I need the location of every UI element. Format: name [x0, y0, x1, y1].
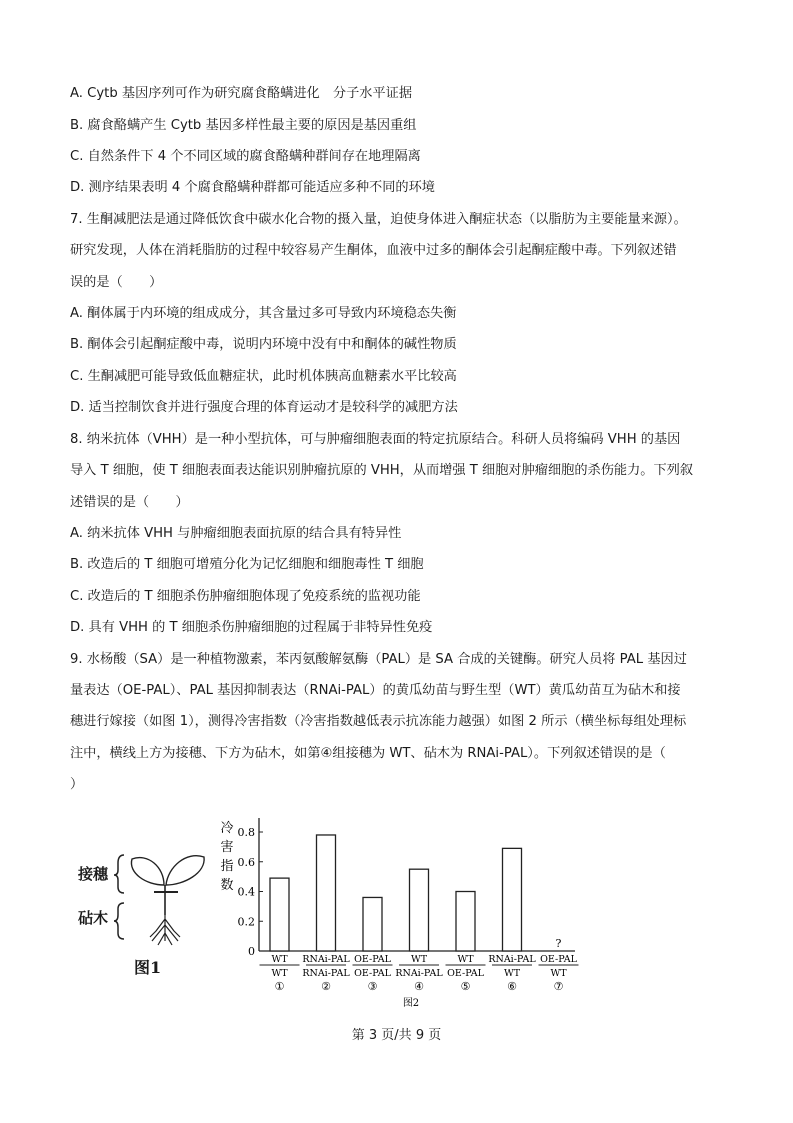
text-line: 7. 生酮减肥法是通过降低饮食中碳水化合物的摄入量，迫使身体进入酮症状态（以脂肪为主要能量来源）。: [70, 212, 687, 227]
text-line: B. 酮体会引起酮症酸中毒，说明内环境中没有中和酮体的碱性物质: [70, 337, 457, 352]
bar: [456, 892, 475, 952]
y-axis-label-char: 冷: [220, 821, 234, 836]
y-tick-label: 0.8: [237, 826, 255, 839]
text-line: B. 改造后的 T 细胞可增殖分化为记忆细胞和细胞毒性 T 细胞: [70, 557, 424, 572]
x-label-rootstock: RNAi-PAL: [395, 968, 443, 979]
y-axis-label-char: 数: [220, 878, 234, 893]
text-line: 导入 T 细胞，使 T 细胞表面表达能识别肿瘤抗原的 VHH，从而增强 T 细胞对肿瘤细胞的杀伤能力。下列叙: [70, 463, 694, 478]
x-label-group-number: ⑥: [507, 980, 517, 993]
y-tick-label: 0: [248, 945, 255, 958]
figure-2-bar-chart: [215, 812, 595, 1012]
x-label-scion: WT: [457, 954, 474, 965]
y-axis-label-char: 指: [220, 859, 234, 874]
text-line: C. 自然条件下 4 个不同区域的腐食酪螨种群间存在地理隔离: [70, 149, 421, 164]
text-line: 穗进行嫁接（如图 1），测得冷害指数（冷害指数越低表示抗冻能力越强）如图 2 所示（横坐标每组处理标: [70, 714, 687, 729]
x-label-rootstock: WT: [271, 968, 288, 979]
scion-label: 接穗: [78, 865, 109, 883]
y-axis-label-char: 害: [220, 840, 234, 855]
x-label-rootstock: WT: [503, 968, 521, 979]
x-label-scion: OE-PAL: [354, 954, 391, 965]
page-footer: 第 3 页/共 9 页: [351, 1028, 442, 1043]
text-line: 注中，横线上方为接穗、下方为砧木，如第④组接穗为 WT、砧木为 RNAi-PAL）。下列叙述错误的是（: [70, 746, 666, 761]
text-line: C. 生酮减肥可能导致低血糖症状，此时机体胰高血糖素水平比较高: [70, 369, 457, 384]
x-label-group-number: ①: [274, 980, 285, 993]
text-line: A. 酮体属于内环境的组成成分，其含量过多可导致内环境稳态失衡: [70, 306, 457, 321]
x-label-rootstock: OE-PAL: [447, 968, 484, 979]
bar: [503, 848, 522, 951]
bar: [270, 878, 289, 951]
text-line: D. 具有 VHH 的 T 细胞杀伤肿瘤细胞的过程属于非特异性免疫: [70, 620, 433, 635]
y-tick-label: 0.2: [237, 915, 255, 929]
text-line: D. 测序结果表明 4 个腐食酪螨种群都可能适应多种不同的环境: [70, 180, 435, 195]
x-label-scion: RNAi-PAL: [488, 954, 536, 965]
y-tick-label: 0.6: [237, 855, 255, 869]
x-label-scion: RNAi-PAL: [302, 954, 350, 965]
figure-1-grafting: [76, 845, 216, 985]
x-label-group-number: ②: [321, 980, 331, 993]
bar: [363, 897, 382, 951]
text-line: 8. 纳米抗体（VHH）是一种小型抗体，可与肿瘤细胞表面的特定抗原结合。科研人员将编码 VHH 的基因: [70, 432, 681, 447]
x-label-group-number: ⑦: [553, 980, 564, 993]
y-tick-label: 0.4: [237, 885, 255, 899]
text-line: A. 纳米抗体 VHH 与肿瘤细胞表面抗原的结合具有特异性: [70, 526, 402, 541]
text-line: D. 适当控制饮食并进行强度合理的体育运动才是较科学的减肥方法: [70, 400, 458, 415]
rootstock-label: 砧木: [78, 909, 109, 927]
text-line: 述错误的是（ ）: [70, 495, 189, 510]
text-line: 研究发现，人体在消耗脂肪的过程中较容易产生酮体，血液中过多的酮体会引起酮症酸中毒。下列叙述错: [70, 243, 677, 258]
text-line: ）: [70, 777, 84, 792]
figure-2-caption: 图2: [402, 998, 420, 1009]
text-line: 9. 水杨酸（SA）是一种植物激素，苯丙氨酸解氨酶（PAL）是 SA 合成的关键酶。研究人员将 PAL 基因过: [70, 652, 687, 667]
x-label-rootstock: OE-PAL: [354, 968, 391, 979]
text-line: 误的是（ ）: [70, 275, 163, 290]
x-label-scion: WT: [271, 954, 288, 965]
text-line: A. Cytb 基因序列可作为研究腐食酪螨进化 分子水平证据: [70, 86, 413, 101]
text-line: C. 改造后的 T 细胞杀伤肿瘤细胞体现了免疫系统的监视功能: [70, 589, 421, 604]
x-label-rootstock: RNAi-PAL: [302, 968, 350, 979]
x-label-group-number: ⑤: [460, 980, 471, 993]
x-label-scion: WT: [410, 954, 428, 965]
text-line: 量表达（OE-PAL）、PAL 基因抑制表达（RNAi-PAL）的黄瓜幼苗与野生型（WT）黄瓜幼苗互为砧木和接: [70, 683, 681, 698]
x-label-scion: OE-PAL: [540, 954, 577, 965]
bar: [410, 869, 429, 951]
figure-1-caption: 图1: [134, 958, 162, 977]
bar: [317, 835, 336, 951]
bar-marker: ?: [555, 937, 562, 950]
x-label-group-number: ④: [414, 980, 424, 993]
x-label-rootstock: WT: [550, 968, 567, 979]
text-line: B. 腐食酪螨产生 Cytb 基因多样性最主要的原因是基因重组: [70, 118, 417, 133]
x-label-group-number: ③: [367, 980, 378, 993]
